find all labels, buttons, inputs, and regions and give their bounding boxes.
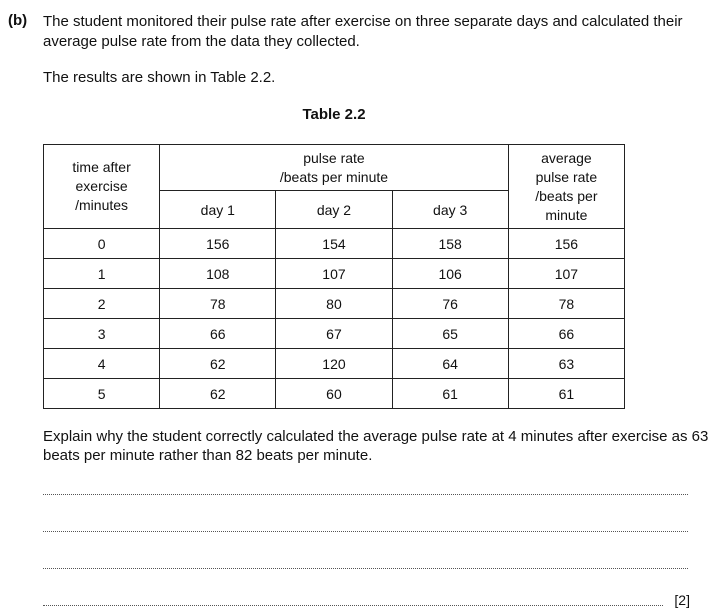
average-header-line: minute [545,206,588,223]
day1-cell: 108 [160,259,276,289]
day2-cell: 80 [276,289,392,319]
average-header-line: /beats per [535,187,598,204]
time-header [44,145,160,229]
pulse-header-line: pulse rate [303,149,365,166]
table-row [44,319,625,349]
results-text: The results are shown in Table 2.2. [43,69,276,86]
average-cell: 156 [508,229,624,259]
answer-line-2[interactable] [43,531,688,532]
time-cell: 1 [44,259,160,289]
table-row [44,259,625,289]
day2-cell: 60 [276,379,392,409]
day3-cell: 106 [392,259,508,289]
average-header [508,145,624,229]
answer-line-4[interactable] [43,605,663,606]
day3-cell: 65 [392,319,508,349]
average-cell: 66 [508,319,624,349]
time-header-line: time after [72,159,131,175]
average-cell: 78 [508,289,624,319]
average-header-line: average [541,149,592,166]
day3-cell: 61 [392,379,508,409]
day2-cell: 154 [276,229,392,259]
day1-cell: 78 [160,289,276,319]
average-cell: 63 [508,349,624,379]
time-header-line: /minutes [75,197,129,213]
time-header-line: exercise [75,178,128,194]
day3-cell: 158 [392,229,508,259]
day1-cell: 62 [160,379,276,409]
average-header-line: pulse rate [535,168,598,185]
day2-cell: 67 [276,319,392,349]
day2-cell: 107 [276,259,392,289]
time-cell: 5 [44,379,160,409]
day1-cell: 156 [160,229,276,259]
answer-line-3[interactable] [43,568,688,569]
day2-header: day 2 [276,191,392,229]
day2-cell: 120 [276,349,392,379]
question-intro: The student monitored their pulse rate after exercise on three separate days and calculated their average pulse rate from the data they collected. [43,13,683,50]
day1-cell: 66 [160,319,276,349]
question-prompt: Explain why the student correctly calculated the average pulse rate at 4 minutes after exercise as 63 beats per minute rather than 82 beats per minute. [43,428,709,464]
average-cell: 61 [508,379,624,409]
day3-cell: 64 [392,349,508,379]
time-cell: 3 [44,319,160,349]
table-row [44,349,625,379]
question-label: (b) [8,12,28,29]
table-row [44,229,625,259]
answer-line-1[interactable] [43,494,688,495]
time-cell: 2 [44,289,160,319]
day1-cell: 62 [160,349,276,379]
day3-cell: 76 [392,289,508,319]
day1-header: day 1 [160,191,276,229]
pulse-rate-table [43,144,625,409]
day3-header: day 3 [392,191,508,229]
average-cell: 107 [508,259,624,289]
marks-label: [2] [674,592,690,608]
time-cell: 4 [44,349,160,379]
time-cell: 0 [44,229,160,259]
pulse-rate-header [160,145,509,191]
table-row [44,379,625,409]
table-title: Table 2.2 [302,106,366,123]
table-row [44,289,625,319]
pulse-header-line: /beats per minute [279,168,389,185]
